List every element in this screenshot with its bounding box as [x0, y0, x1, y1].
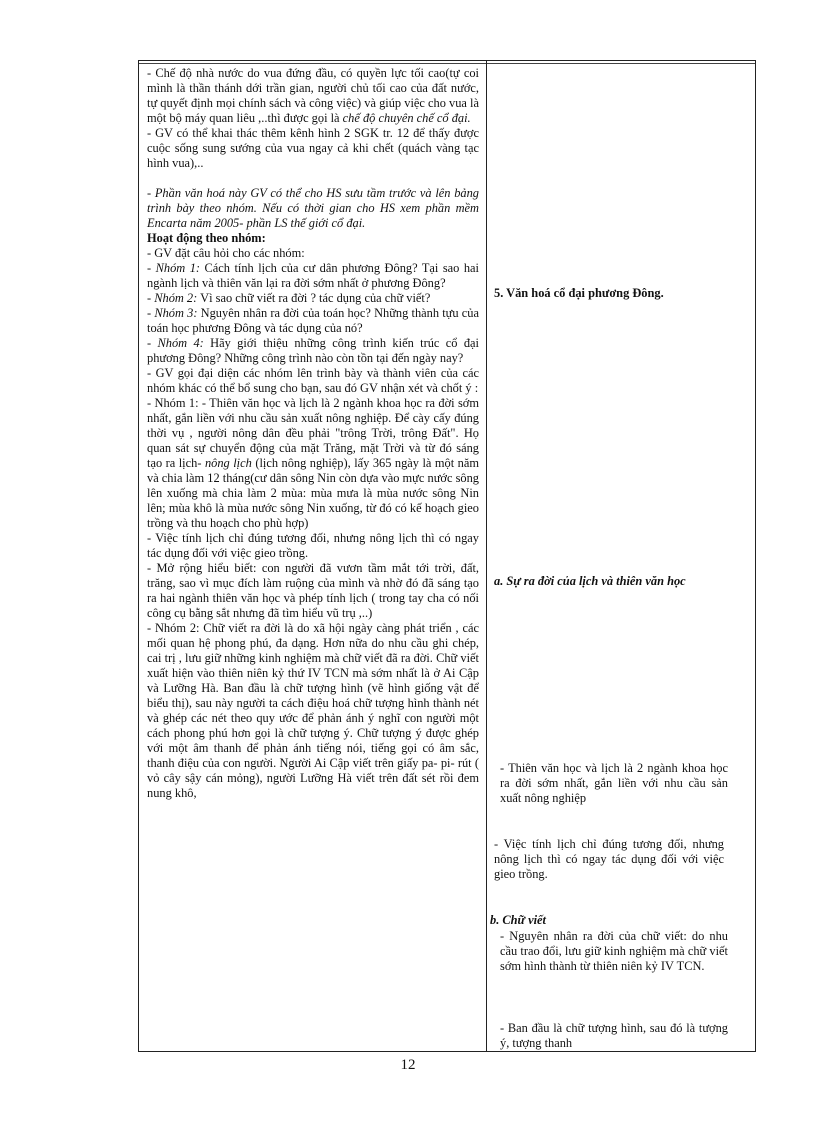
text: - Thiên văn học và lịch là 2 ngành khoa học ra đời sớm nhất, gắn liền với nhu cầu sản xuất nông nghiệp — [500, 761, 728, 805]
paragraph-presentation: - GV gọi đại diện các nhóm lên trình bày và thành viên của các nhóm khác có thể bổ sung cho bạn, sau đó GV nhận xét và chốt ý : — [147, 366, 479, 395]
group-4-task: - Nhóm 4: Hãy giới thiệu những công trình kiến trúc cổ đại phương Đông? Những công trình nào còn tồn tại đến ngày nay? — [147, 336, 479, 365]
text: - Nhóm 1: - Thiên văn học và lịch là 2 ngành khoa học ra đời sớm nhất, gắn liền với nhu cầu sản xuất nông nghiệp. Để cày cấy đúng thời vụ , người nông dân đều phải "trông Trời, trông Đất". Họ quan sát sự chuyển động của mặt Trăng, mặt Trời và từ đó sáng tạo ra lịch- — [147, 396, 479, 470]
paragraph-culture-note: - Phần văn hoá này GV có thể cho HS sưu tầm trước và lên bảng trình bày theo nhóm. Nếu có thời gian cho HS xem phần mềm Encarta năm 2005- phần LS thế giới cổ đại. — [147, 186, 479, 230]
text: Cách tính lịch của cư dân phương Đông? Tại sao hai ngành lịch và thiên văn lại ra đời sớm nhất ở phương Đông? — [147, 261, 479, 290]
italic-term: chế độ chuyên chế cổ đại. — [342, 111, 471, 125]
text: Vì sao chữ viết ra đời ? tác dụng của chữ viết? — [200, 291, 431, 305]
text: Nguyên nhân ra đời của toán học? Những thành tựu của toán học phương Đông và tác dụng của nó? — [147, 306, 479, 335]
subsection-b-text-1 — [494, 929, 728, 974]
column-divider — [486, 61, 487, 1051]
group-activity-heading: Hoạt động theo nhóm: — [147, 231, 266, 245]
subsection-a-title: a. Sự ra đời của lịch và thiên văn học — [494, 574, 686, 588]
group-2-task: - Nhóm 2: Vì sao chữ viết ra đời ? tác dụng của chữ viết? — [147, 291, 431, 305]
group-1-task: - Nhóm 1: Cách tính lịch của cư dân phương Đông? Tại sao hai ngành lịch và thiên văn lại ra đời sớm nhất ở phương Đông? — [147, 261, 479, 290]
lesson-table — [138, 60, 756, 1052]
text: - Việc tính lịch chỉ đúng tương đối, nhưng nông lịch thì có ngay tác dụng đối với việc gieo trồng. — [494, 837, 724, 881]
subsection-b-title: b. Chữ viết — [490, 913, 546, 927]
paragraph-broaden-knowledge: - Mở rộng hiểu biết: con người đã vươn tầm mắt tới trời, đất, trăng, sao vì mục đích làm ruộng của mình và nhờ đó đã sáng tạo ra hai ngành thiên văn học và phép tính lịch ( trong tay cha có nối công cụ bằng sắt nhưng đã tìm hiểu vũ trụ ,..) — [147, 561, 479, 620]
text: Hãy giới thiệu những công trình kiến trúc cổ đại phương Đông? Những công trình nào còn tồn tại đến ngày nay? — [147, 336, 479, 365]
paragraph-state-regime — [147, 66, 479, 126]
paragraph-teacher-question: - GV đặt câu hỏi cho các nhóm: — [147, 246, 305, 260]
group-label: Nhóm 3: — [154, 306, 198, 320]
content-column — [490, 61, 749, 1051]
teacher-activities-column — [147, 66, 479, 801]
subsection-b-text-2 — [494, 1021, 728, 1051]
group-label: Nhóm 2: — [154, 291, 198, 305]
italic-term: nông lịch — [204, 456, 252, 470]
group-3-task: - Nhóm 3: Nguyên nhân ra đời của toán học? Những thành tựu của toán học phương Đông và tác dụng của nó? — [147, 306, 479, 335]
subsection-a-text-2 — [494, 837, 724, 882]
group-label: Nhóm 4: — [157, 336, 204, 350]
text: (lịch nông nghiệp), lấy 365 ngày là một năm và chia làm 12 tháng(cư dân sông Nin còn dựa vào mực nước sông lên xuống mà chia làm 2 mùa: mùa mưa là mùa nước sông Nin lên; mùa khô là mùa nước sông Nin xuống, từ đó có kế hoạch gieo trồng và thu hoạch cho phù hợp) — [147, 456, 480, 530]
text: - Ban đầu là chữ tượng hình, sau đó là tượng ý, tượng thanh — [500, 1021, 728, 1050]
text: - Nguyên nhân ra đời của chữ viết: do nhu cầu trao đổi, lưu giữ kinh nghiệm mà chữ viết sớm hình thành từ thiên niên kỷ IV TCN. — [500, 929, 728, 973]
paragraph-calendar-accuracy: - Việc tính lịch chỉ đúng tương đối, nhưng nông lịch thì có ngay tác dụng đối với việc gieo trồng. — [147, 531, 479, 560]
section-title: 5. Văn hoá cổ đại phương Đông. — [494, 286, 664, 300]
text: - Chế độ nhà nước do vua đứng đầu, có quyền lực tối cao(tự coi mình là thần thánh dới trần gian, người chủ tối cao của đất nước, tự quyết định mọi chính sách và công việc) và giúp việc cho vua là một bộ máy quan liêu ,..thì được gọi là — [147, 66, 479, 125]
group-1-answer — [147, 396, 479, 531]
subsection-a-text-1 — [494, 761, 728, 806]
group-label: Nhóm 1: — [155, 261, 201, 275]
group-2-answer: - Nhóm 2: Chữ viết ra đời là do xã hội ngày càng phát triển , các mối quan hệ phong phú, đa dạng. Hơn nữa do nhu cầu ghi chép, cai trị , lưu giữ những kinh nghiệm mà chữ viết đã ra đời. Chữ viết xuất hiện vào thiên niên kỷ thứ IV TCN mà sớm nhất là ở Ai Cập và Lưỡng Hà. Ban đầu là chữ tượng hình (vẽ hình giống vật để biểu thị), sau này người ta cách điệu hoá chữ tượng hình thành nét và ghép các nét theo quy ước để phản ánh ý nghĩ con người một cách phong phú hơn gọi là chữ tượng ý. Chữ tượng ý được ghép với một âm thanh để phản ánh tiếng nói, tiếng gọi có âm sắc, thanh điệu của con người. Người Ai Cập viết trên giấy pa- pi- rút ( vỏ cây sậy cán mỏng), người Lưỡng Hà viết trên đất sét rồi đem nung khô, — [147, 621, 479, 800]
paragraph-image-channel: - GV có thể khai thác thêm kênh hình 2 SGK tr. 12 để thấy được cuộc sống sung sướng của vua ngay cả khi chết (quách vàng tạc hình vua),.. — [147, 126, 479, 170]
page-number: 12 — [400, 1057, 416, 1073]
